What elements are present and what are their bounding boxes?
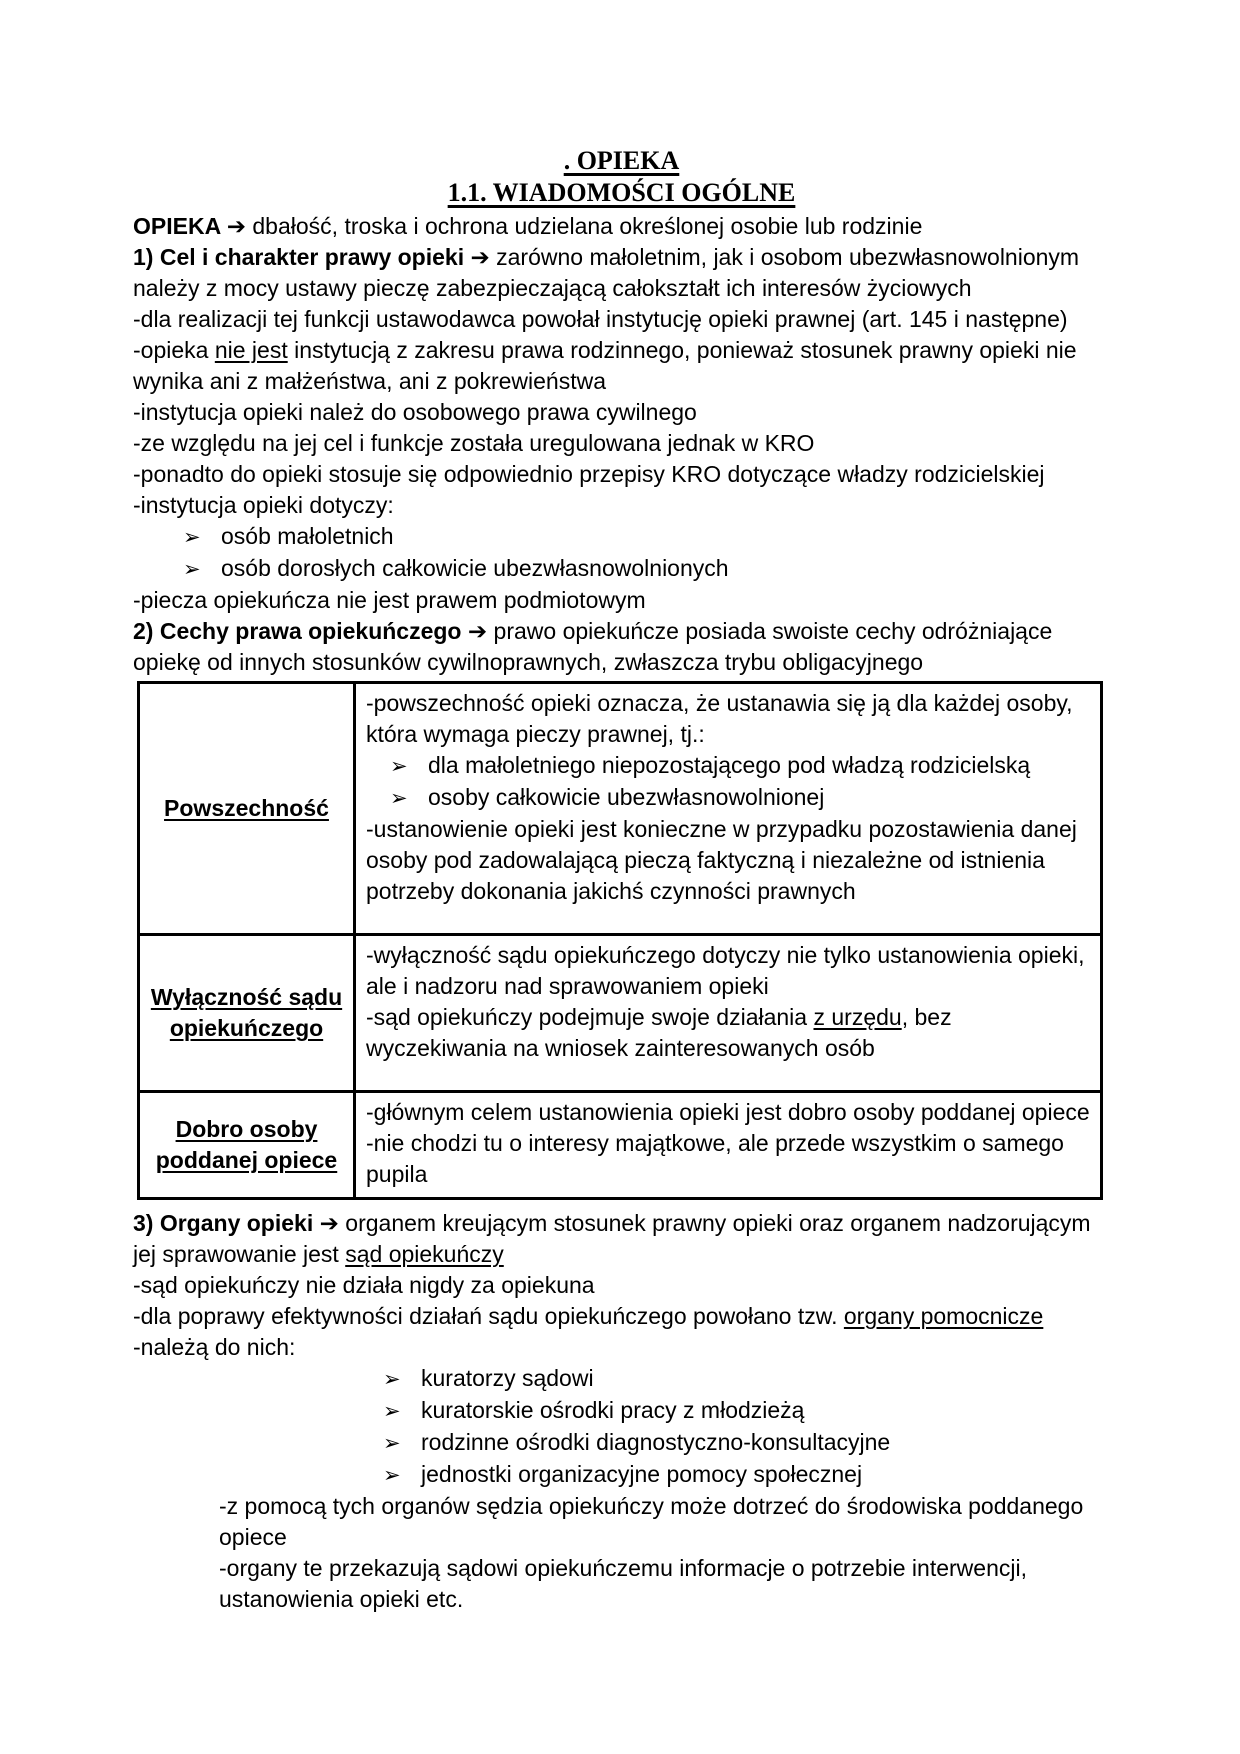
- list-item-text: [221, 553, 729, 584]
- text-segment: , bez wyczekiwania na wniosek zainteresowanych osób: [366, 1004, 952, 1061]
- text-segment: osoby całkowicie ubezwłasnowolnionej: [428, 784, 825, 810]
- text-segment: instytucją z zakresu prawa rodzinnego, ponieważ stosunek prawny opieki nie wynika ani z małżeństwa, ani z pokrewieństwa: [133, 337, 1077, 394]
- feature-name-cell: [139, 1092, 355, 1199]
- text-segment: -sąd opiekuńczy podejmuje swoje działania: [366, 1004, 814, 1030]
- paragraph: [133, 1208, 1110, 1270]
- arrowhead-bullet-icon: ➢: [390, 755, 408, 778]
- text-segment: -sąd opiekuńczy nie działa nigdy za opiekuna: [133, 1272, 595, 1298]
- list-item-text: [221, 521, 394, 552]
- text-segment: 2) Cechy prawa opiekuńczego ➔: [133, 618, 488, 644]
- paragraph: [133, 428, 1110, 459]
- text-segment: -ustanowienie opieki jest konieczne w przypadku pozostawienia danej osoby pod zadowalającą pieczą faktyczną i niezależne od istnienia potrzeby dokonania jakichś czynności prawnych: [366, 816, 1077, 904]
- list-item: [133, 1395, 1110, 1427]
- table-row: [139, 1092, 1102, 1199]
- paragraph: [133, 211, 1110, 242]
- feature-name-text: Powszechność: [164, 795, 329, 821]
- paragraph: [133, 242, 1110, 304]
- list-item-text: [421, 1427, 890, 1458]
- arrowhead-bullet-icon: ➢: [183, 526, 201, 549]
- paragraph: [133, 1553, 1110, 1615]
- page-title: [133, 145, 1110, 177]
- paragraph: [366, 940, 1092, 1002]
- paragraph: [133, 1270, 1110, 1301]
- list-item: [133, 1459, 1110, 1491]
- text-segment: dla małoletniego niepozostającego pod władzą rodzicielską: [428, 752, 1031, 778]
- text-segment: dbałość, troska i ochrona udzielana określonej osobie lub rodzinie: [246, 213, 923, 239]
- text-segment: -dla poprawy efektywności działań sądu opiekuńczego powołano tzw.: [133, 1303, 844, 1329]
- list-item: [133, 521, 1110, 553]
- text-segment: organy pomocnicze: [843, 1303, 1044, 1329]
- list-item-text: [428, 750, 1030, 781]
- text-segment: -piecza opiekuńcza nie jest prawem podmiotowym: [133, 587, 646, 613]
- feature-name-text: Wyłączność sądu opiekuńczego: [150, 984, 343, 1041]
- list-item: [133, 553, 1110, 585]
- list-item-text: [421, 1459, 862, 1490]
- list-item-text: [421, 1395, 804, 1426]
- text-segment: nie jest: [214, 337, 288, 363]
- arrowhead-bullet-icon: ➢: [383, 1464, 401, 1487]
- table-row: [139, 683, 1102, 935]
- text-segment: -z pomocą tych organów sędzia opiekuńczy może dotrzeć do środowiska poddanego opiece: [219, 1493, 1084, 1550]
- intro-section: [133, 211, 1110, 678]
- paragraph: [366, 1097, 1092, 1128]
- paragraph: [133, 1332, 1110, 1363]
- paragraph: [366, 1128, 1092, 1190]
- paragraph: [133, 490, 1110, 521]
- arrowhead-bullet-icon: ➢: [383, 1400, 401, 1423]
- text-segment: -należą do nich:: [133, 1334, 296, 1360]
- list-item: [133, 1363, 1110, 1395]
- list-item-text: [428, 782, 824, 813]
- text-segment: -głównym celem ustanowienia opieki jest dobro osoby poddanej opiece: [366, 1099, 1090, 1125]
- paragraph: [366, 688, 1092, 750]
- features-table: [137, 681, 1103, 1200]
- text-segment: 3) Organy opieki ➔: [133, 1210, 339, 1236]
- text-segment: jednostki organizacyjne pomocy społecznej: [421, 1461, 863, 1487]
- text-segment: OPIEKA ➔: [133, 213, 246, 239]
- paragraph: [133, 585, 1110, 616]
- arrowhead-bullet-icon: ➢: [383, 1432, 401, 1455]
- paragraph: [133, 1491, 1110, 1553]
- list-item: [366, 782, 1092, 814]
- text-segment: -ze względu na jej cel i funkcje została uregulowana jednak w KRO: [133, 430, 815, 456]
- paragraph: [133, 1301, 1110, 1332]
- text-segment: osób małoletnich: [221, 523, 394, 549]
- paragraph: [366, 814, 1092, 907]
- list-item-text: [421, 1363, 594, 1394]
- text-segment: prawo opiekuńcze posiada swoiste cechy odróżniające opiekę od innych stosunków cywilnoprawnych, zwłaszcza trybu obligacyjnego: [133, 618, 1053, 675]
- text-segment: -powszechność opieki oznacza, że ustanawia się ją dla każdej osoby, która wymaga pieczy prawnej, tj.:: [366, 690, 1073, 747]
- text-segment: -dla realizacji tej funkcji ustawodawca powołał instytucję opieki prawnej (art. 145 i następne): [133, 306, 1068, 332]
- paragraph: [133, 459, 1110, 490]
- page-title-text: . OPIEKA: [563, 146, 680, 175]
- page-subtitle: [133, 177, 1110, 209]
- text-segment: -instytucja opieki dotyczy:: [133, 492, 394, 518]
- text-segment: -opieka: [133, 337, 215, 363]
- arrowhead-bullet-icon: ➢: [183, 558, 201, 581]
- paragraph: [133, 335, 1110, 397]
- list-item: [133, 1427, 1110, 1459]
- text-segment: -ponadto do opieki stosuje się odpowiednio przepisy KRO dotyczące władzy rodzicielskiej: [133, 461, 1045, 487]
- text-segment: sąd opiekuńczy: [345, 1241, 504, 1267]
- text-segment: z urzędu: [813, 1004, 902, 1030]
- text-segment: osób dorosłych całkowicie ubezwłasnowolnionych: [221, 555, 729, 581]
- text-segment: kuratorzy sądowi: [421, 1365, 594, 1391]
- feature-description-cell: [355, 1092, 1102, 1199]
- arrowhead-bullet-icon: ➢: [383, 1368, 401, 1391]
- list-item: [366, 750, 1092, 782]
- paragraph: [133, 616, 1110, 678]
- text-segment: rodzinne ośrodki diagnostyczno-konsultacyjne: [421, 1429, 891, 1455]
- text-segment: organem kreującym stosunek prawny opieki oraz organem nadzorującym jej sprawowanie jest: [133, 1210, 1091, 1267]
- text-segment: -wyłączność sądu opiekuńczego dotyczy nie tylko ustanowienia opieki, ale i nadzoru nad sprawowaniem opieki: [366, 942, 1085, 999]
- page-subtitle-text: 1.1. WIADOMOŚCI OGÓLNE: [447, 178, 796, 207]
- text-segment: zarówno małoletnim, jak i osobom ubezwłasnowolnionym należy z mocy ustawy pieczę zabezpieczającą całokształt ich interesów życiowych: [133, 244, 1080, 301]
- feature-description-cell: [355, 935, 1102, 1092]
- text-segment: -instytucja opieki należ do osobowego prawa cywilnego: [133, 399, 697, 425]
- paragraph: [133, 304, 1110, 335]
- text-segment: 1) Cel i charakter prawy opieki ➔: [133, 244, 490, 270]
- features-table-body: [139, 683, 1102, 1199]
- text-segment: kuratorskie ośrodki pracy z młodzieżą: [421, 1397, 805, 1423]
- feature-name-text: Dobro osoby poddanej opiece: [155, 1116, 338, 1173]
- paragraph: [133, 397, 1110, 428]
- paragraph: [366, 1002, 1092, 1064]
- table-row: [139, 935, 1102, 1092]
- feature-description-cell: [355, 683, 1102, 935]
- text-segment: -organy te przekazują sądowi opiekuńczemu informacje o potrzebie interwencji, ustanowienia opieki etc.: [219, 1555, 1027, 1612]
- text-segment: -nie chodzi tu o interesy majątkowe, ale przede wszystkim o samego pupila: [366, 1130, 1064, 1187]
- feature-name-cell: [139, 935, 355, 1092]
- organs-section: [133, 1208, 1110, 1615]
- arrowhead-bullet-icon: ➢: [390, 787, 408, 810]
- feature-name-cell: [139, 683, 355, 935]
